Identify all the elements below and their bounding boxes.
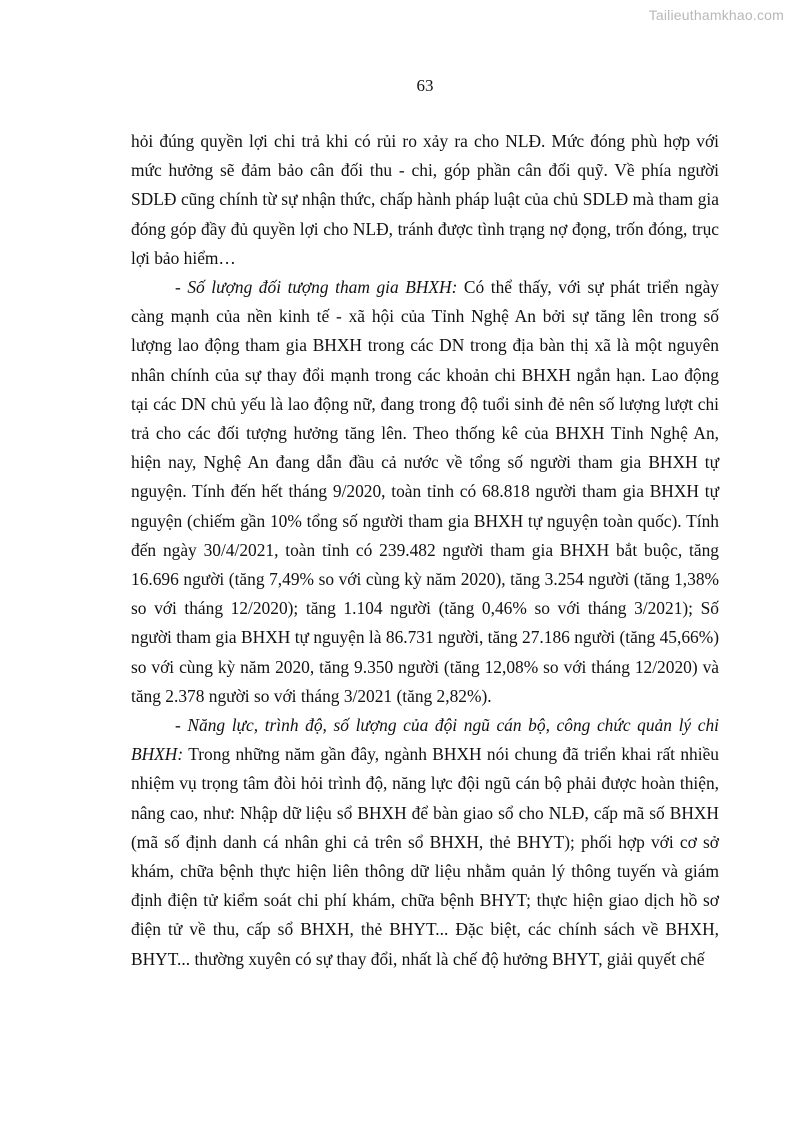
paragraph-staff-capacity <box>131 711 719 974</box>
paragraph-text: Trong những năm gần đây, ngành BHXH nói chung đã triển khai rất nhiều nhiệm vụ trọng tâm đòi hỏi trình độ, năng lực đội ngũ cán bộ phải được hoàn thiện, nâng cao, như: Nhập dữ liệu sổ BHXH để bàn giao sổ cho NLĐ, cấp mã số BHXH (mã số định danh cá nhân ghi cả trên sổ BHXH, thẻ BHYT); phối hợp với cơ sở khám, chữa bệnh thực hiện liên thông dữ liệu nhằm quản lý thông tuyến và giám định điện tử kiểm soát chi phí khám, chữa bệnh BHYT; thực hiện giao dịch hồ sơ điện tử về thu, cấp sổ BHXH, thẻ BHYT... Đặc biệt, các chính sách về BHXH, BHYT... thường xuyên có sự thay đổi, nhất là chế độ hưởng BHYT, giải quyết chế <box>131 744 719 969</box>
paragraph-heading: - Năng lực, trình độ, số lượng của đội ngũ cán bộ, công chức quản lý chi BHXH: <box>131 715 719 765</box>
paragraph-text: Có thể thấy, với sự phát triển ngày càng mạnh của nền kinh tế - xã hội của Tỉnh Nghệ An bởi sự tăng lên trong số lượng lao động tham gia BHXH trong các DN trong địa bàn thị xã là một nguyên nhân chính của sự thay đổi mạnh trong các khoản chi BHXH ngắn hạn. Lao động tại các DN chủ yếu là lao động nữ, đang trong độ tuổi sinh đẻ nên số lượng lượt chi trả cho các đối tượng hưởng tăng lên. Theo thống kê của BHXH Tỉnh Nghệ An, hiện nay, Nghệ An đang dẫn đầu cả nước về tổng số người tham gia BHXH tự nguyện. Tính đến hết tháng 9/2020, toàn tỉnh có 68.818 người tham gia BHXH tự nguyện (chiếm gần 10% tổng số người tham gia BHXH tự nguyện toàn quốc). Tính đến ngày 30/4/2021, toàn tỉnh có 239.482 người tham gia BHXH bắt buộc, tăng 16.696 người (tăng 7,49% so với cùng kỳ năm 2020), tăng 3.254 người (tăng 1,38% so với tháng 12/2020); tăng 1.104 người (tăng 0,46% so với tháng 3/2021); Số người tham gia BHXH tự nguyện là 86.731 người, tăng 27.186 người (tăng 45,66%) so với cùng kỳ năm 2020, tăng 9.350 người (tăng 12,08% so với tháng 12/2020) và tăng 2.378 người so với tháng 3/2021 (tăng 2,82%). <box>131 277 719 706</box>
page-body <box>131 127 719 974</box>
paragraph-continuation <box>131 127 719 273</box>
watermark: Tailieuthamkhao.com <box>648 7 784 23</box>
paragraph-participants <box>131 273 719 711</box>
paragraph-text: hỏi đúng quyền lợi chi trả khi có rủi ro xảy ra cho NLĐ. Mức đóng phù hợp với mức hưởng sẽ đảm bảo cân đối thu - chi, góp phần cân đối quỹ. Về phía người SDLĐ cũng chính từ sự nhận thức, chấp hành pháp luật của chủ SDLĐ mà tham gia đóng góp đầy đủ quyền lợi cho NLĐ, tránh được tình trạng nợ đọng, trốn đóng, trục lợi bảo hiểm… <box>131 131 719 268</box>
paragraph-heading: - Số lượng đối tượng tham gia BHXH: <box>175 277 458 298</box>
page-number: 63 <box>416 76 434 95</box>
